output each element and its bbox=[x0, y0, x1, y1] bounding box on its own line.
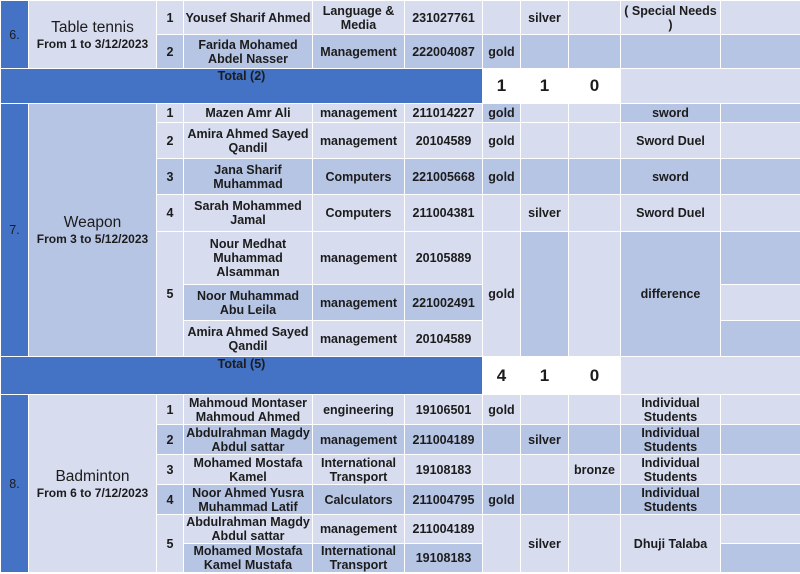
notes-cell bbox=[721, 515, 800, 544]
gold-cell: gold bbox=[483, 485, 521, 515]
student-id: 19108183 bbox=[405, 544, 483, 573]
total-gold: 1 bbox=[483, 69, 521, 104]
sport-name: Badminton bbox=[55, 467, 130, 485]
total-gold: 4 bbox=[483, 357, 521, 395]
bronze-cell: bronze bbox=[569, 455, 621, 485]
section-number: 6. bbox=[1, 1, 29, 69]
sport-name: Table tennis bbox=[51, 18, 134, 36]
bronze-cell bbox=[569, 35, 621, 69]
faculty: management bbox=[313, 425, 405, 455]
event-cell: Individual Students bbox=[621, 425, 721, 455]
row-index: 3 bbox=[157, 159, 184, 195]
faculty: management bbox=[313, 104, 405, 123]
student-name: Yousef Sharif Ahmed bbox=[184, 1, 313, 35]
student-id: 211004381 bbox=[405, 195, 483, 232]
gold-cell bbox=[483, 515, 521, 573]
row-index: 4 bbox=[157, 195, 184, 232]
table-row bbox=[1, 395, 800, 425]
silver-cell: silver bbox=[521, 1, 569, 35]
row-index: 3 bbox=[157, 455, 184, 485]
section-number: 7. bbox=[1, 104, 29, 357]
row-index: 2 bbox=[157, 35, 184, 69]
notes-cell bbox=[721, 232, 800, 285]
total-silver: 1 bbox=[521, 357, 569, 395]
total-blank bbox=[621, 69, 800, 104]
student-id: 221002491 bbox=[405, 285, 483, 321]
notes-cell bbox=[721, 104, 800, 123]
total-bronze: 0 bbox=[569, 69, 621, 104]
gold-cell bbox=[483, 425, 521, 455]
gold-cell bbox=[483, 1, 521, 35]
notes-cell bbox=[721, 195, 800, 232]
faculty: management bbox=[313, 285, 405, 321]
silver-cell bbox=[521, 123, 569, 159]
silver-cell bbox=[521, 232, 569, 357]
faculty: International Transport bbox=[313, 455, 405, 485]
sport-cell bbox=[29, 104, 157, 357]
table-row bbox=[1, 1, 800, 35]
faculty: Calculators bbox=[313, 485, 405, 515]
total-label: Total (5) bbox=[1, 357, 483, 395]
row-index: 2 bbox=[157, 123, 184, 159]
gold-cell: gold bbox=[483, 395, 521, 425]
sport-name: Weapon bbox=[63, 214, 122, 231]
silver-cell bbox=[521, 35, 569, 69]
notes-cell bbox=[721, 455, 800, 485]
total-row bbox=[1, 69, 800, 104]
student-id: 19108183 bbox=[405, 455, 483, 485]
row-index: 5 bbox=[157, 515, 184, 573]
faculty: management bbox=[313, 515, 405, 544]
bronze-cell bbox=[569, 395, 621, 425]
notes-cell bbox=[721, 395, 800, 425]
event-cell: sword bbox=[621, 159, 721, 195]
sport-cell bbox=[29, 395, 157, 573]
gold-cell: gold bbox=[483, 35, 521, 69]
student-name: Amira Ahmed Sayed Qandil bbox=[184, 123, 313, 159]
faculty: Computers bbox=[313, 195, 405, 232]
event-cell: Sword Duel bbox=[621, 123, 721, 159]
gold-cell: gold bbox=[483, 123, 521, 159]
silver-cell bbox=[521, 104, 569, 123]
student-name: Noor Muhammad Abu Leila bbox=[184, 285, 313, 321]
row-index: 5 bbox=[157, 232, 184, 357]
student-id: 211004189 bbox=[405, 425, 483, 455]
student-name: Mahmoud Montaser Mahmoud Ahmed bbox=[184, 395, 313, 425]
sport-dates: From 6 to 7/12/2023 bbox=[36, 485, 149, 500]
total-label: Total (2) bbox=[1, 69, 483, 104]
faculty: engineering bbox=[313, 395, 405, 425]
total-silver: 1 bbox=[521, 69, 569, 104]
bronze-cell bbox=[569, 1, 621, 35]
faculty: Management bbox=[313, 35, 405, 69]
total-row bbox=[1, 357, 800, 395]
event-cell: Individual Students bbox=[621, 395, 721, 425]
bronze-cell bbox=[569, 123, 621, 159]
student-id: 20105889 bbox=[405, 232, 483, 285]
bronze-cell bbox=[569, 104, 621, 123]
bronze-cell bbox=[569, 485, 621, 515]
faculty: management bbox=[313, 232, 405, 285]
notes-cell bbox=[721, 425, 800, 455]
notes-cell bbox=[721, 123, 800, 159]
student-name: Jana Sharif Muhammad bbox=[184, 159, 313, 195]
silver-cell: silver bbox=[521, 195, 569, 232]
event-cell: Individual Students bbox=[621, 485, 721, 515]
gold-cell bbox=[483, 195, 521, 232]
faculty: Language & Media bbox=[313, 1, 405, 35]
silver-cell bbox=[521, 395, 569, 425]
student-name: Mohamed Mostafa Kamel Mustafa bbox=[184, 544, 313, 573]
faculty: management bbox=[313, 123, 405, 159]
sport-dates: From 1 to 3/12/2023 bbox=[36, 36, 149, 51]
student-name: Amira Ahmed Sayed Qandil bbox=[184, 321, 313, 357]
section-number: 8. bbox=[1, 395, 29, 573]
event-cell bbox=[621, 35, 721, 69]
gold-cell: gold bbox=[483, 159, 521, 195]
faculty: Computers bbox=[313, 159, 405, 195]
student-id: 231027761 bbox=[405, 1, 483, 35]
notes-cell bbox=[721, 159, 800, 195]
bronze-cell bbox=[569, 232, 621, 357]
student-name: Farida Mohamed Abdel Nasser bbox=[184, 35, 313, 69]
silver-cell bbox=[521, 159, 569, 195]
table-row bbox=[1, 104, 800, 123]
event-cell: sword bbox=[621, 104, 721, 123]
notes-cell bbox=[721, 321, 800, 357]
student-id: 20104589 bbox=[405, 321, 483, 357]
gold-cell: gold bbox=[483, 104, 521, 123]
bronze-cell bbox=[569, 159, 621, 195]
notes-cell bbox=[721, 1, 800, 35]
gold-cell: gold bbox=[483, 232, 521, 357]
notes-cell bbox=[721, 285, 800, 321]
student-name: Noor Ahmed Yusra Muhammad Latif bbox=[184, 485, 313, 515]
silver-cell bbox=[521, 455, 569, 485]
row-index: 1 bbox=[157, 104, 184, 123]
row-index: 1 bbox=[157, 1, 184, 35]
bronze-cell bbox=[569, 515, 621, 573]
faculty: management bbox=[313, 321, 405, 357]
student-name: Sarah Mohammed Jamal bbox=[184, 195, 313, 232]
event-cell: ( Special Needs ) bbox=[621, 1, 721, 35]
faculty: International Transport bbox=[313, 544, 405, 573]
student-name: Mohamed Mostafa Kamel bbox=[184, 455, 313, 485]
silver-cell: silver bbox=[521, 515, 569, 573]
student-name: Mazen Amr Ali bbox=[184, 104, 313, 123]
bronze-cell bbox=[569, 195, 621, 232]
sport-dates: From 3 to 5/12/2023 bbox=[36, 232, 149, 246]
sport-cell bbox=[29, 1, 157, 69]
student-id: 211014227 bbox=[405, 104, 483, 123]
event-cell: difference bbox=[621, 232, 721, 357]
total-bronze: 0 bbox=[569, 357, 621, 395]
student-id: 222004087 bbox=[405, 35, 483, 69]
student-id: 211004189 bbox=[405, 515, 483, 544]
silver-cell bbox=[521, 485, 569, 515]
student-name: Nour Medhat Muhammad Alsamman bbox=[184, 232, 313, 285]
student-id: 221005668 bbox=[405, 159, 483, 195]
event-cell: Sword Duel bbox=[621, 195, 721, 232]
silver-cell: silver bbox=[521, 425, 569, 455]
student-id: 20104589 bbox=[405, 123, 483, 159]
student-name: Abdulrahman Magdy Abdul sattar bbox=[184, 515, 313, 544]
row-index: 1 bbox=[157, 395, 184, 425]
student-name: Abdulrahman Magdy Abdul sattar bbox=[184, 425, 313, 455]
student-id: 19106501 bbox=[405, 395, 483, 425]
event-cell: Dhuji Talaba bbox=[621, 515, 721, 573]
notes-cell bbox=[721, 544, 800, 573]
gold-cell bbox=[483, 455, 521, 485]
total-blank bbox=[621, 357, 800, 395]
row-index: 4 bbox=[157, 485, 184, 515]
event-cell: Individual Students bbox=[621, 455, 721, 485]
student-id: 211004795 bbox=[405, 485, 483, 515]
row-index: 2 bbox=[157, 425, 184, 455]
notes-cell bbox=[721, 485, 800, 515]
notes-cell bbox=[721, 35, 800, 69]
bronze-cell bbox=[569, 425, 621, 455]
